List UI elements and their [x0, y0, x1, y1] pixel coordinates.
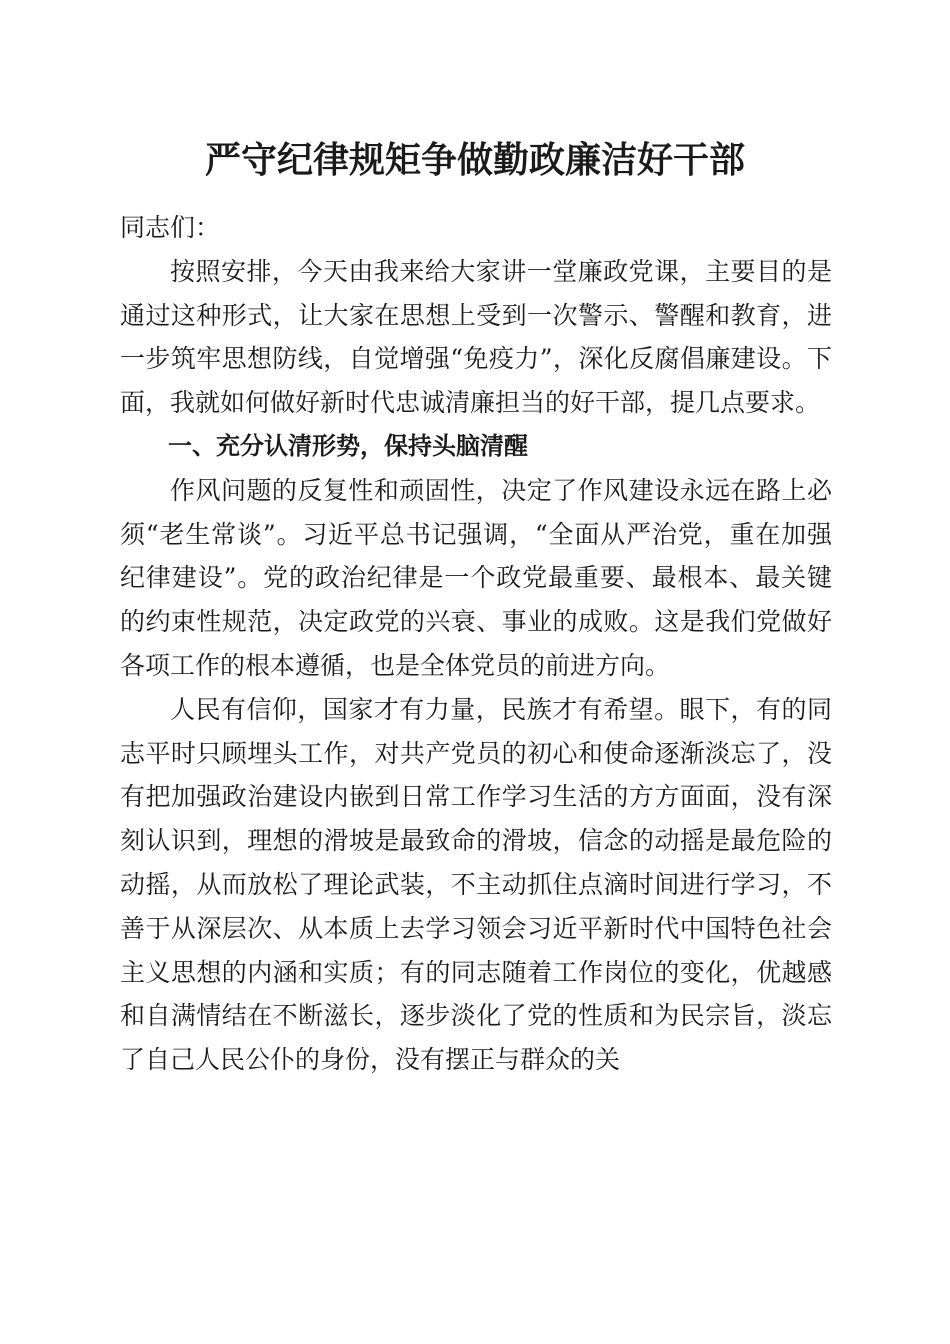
section-heading-1: 一、充分认清形势，保持头脑清醒: [168, 431, 528, 460]
intro-paragraph: 按照安排，今天由我来给大家讲一堂廉政党课，主要目的是通过这种形式，让大家在思想上受到一次警示、警醒和教育，进一步筑牢思想防线，自觉增强“免疫力”，深化反腐倡廉建设。下面，我就如何做好新时代忠诚清廉担当的好干部，提几点要求。: [120, 256, 832, 418]
section1-paragraph-2: 人民有信仰，国家才有力量，民族才有希望。眼下，有的同志平时只顾埋头工作，对共产党员的初心和使命逐渐淡忘了，没有把加强政治建设内嵌到日常工作学习生活的方方面面，没有深刻认识到，理想的滑坡是最致命的滑坡，信念的动摇是最危险的动摇，从而放松了理论武装，不主动抓住点滴时间进行学习，不善于从深层次、从本质上去学习领会习近平新时代中国特色社会主义思想的内涵和实质；有的同志随着工作岗位的变化，优越感和自满情结在不断滋长，逐步淡化了党的性质和为民宗旨，淡忘了自己人民公仆的身份，没有摆正与群众的关: [120, 694, 832, 1075]
salutation: 同志们：: [120, 213, 221, 242]
document-body: [120, 206, 832, 1082]
document-title: 严守纪律规矩争做勤政廉洁好干部: [204, 139, 745, 181]
section1-paragraph-1: 作风问题的反复性和顽固性，决定了作风建设永远在路上必须“老生常谈”。习近平总书记强调，“全面从严治党，重在加强纪律建设”。党的政治纪律是一个政党最重要、最根本、最关键的约束性规范，决定政党的兴衰、事业的成败。这是我们党做好各项工作的根本遵循，也是全体党员的前进方向。: [120, 475, 832, 680]
